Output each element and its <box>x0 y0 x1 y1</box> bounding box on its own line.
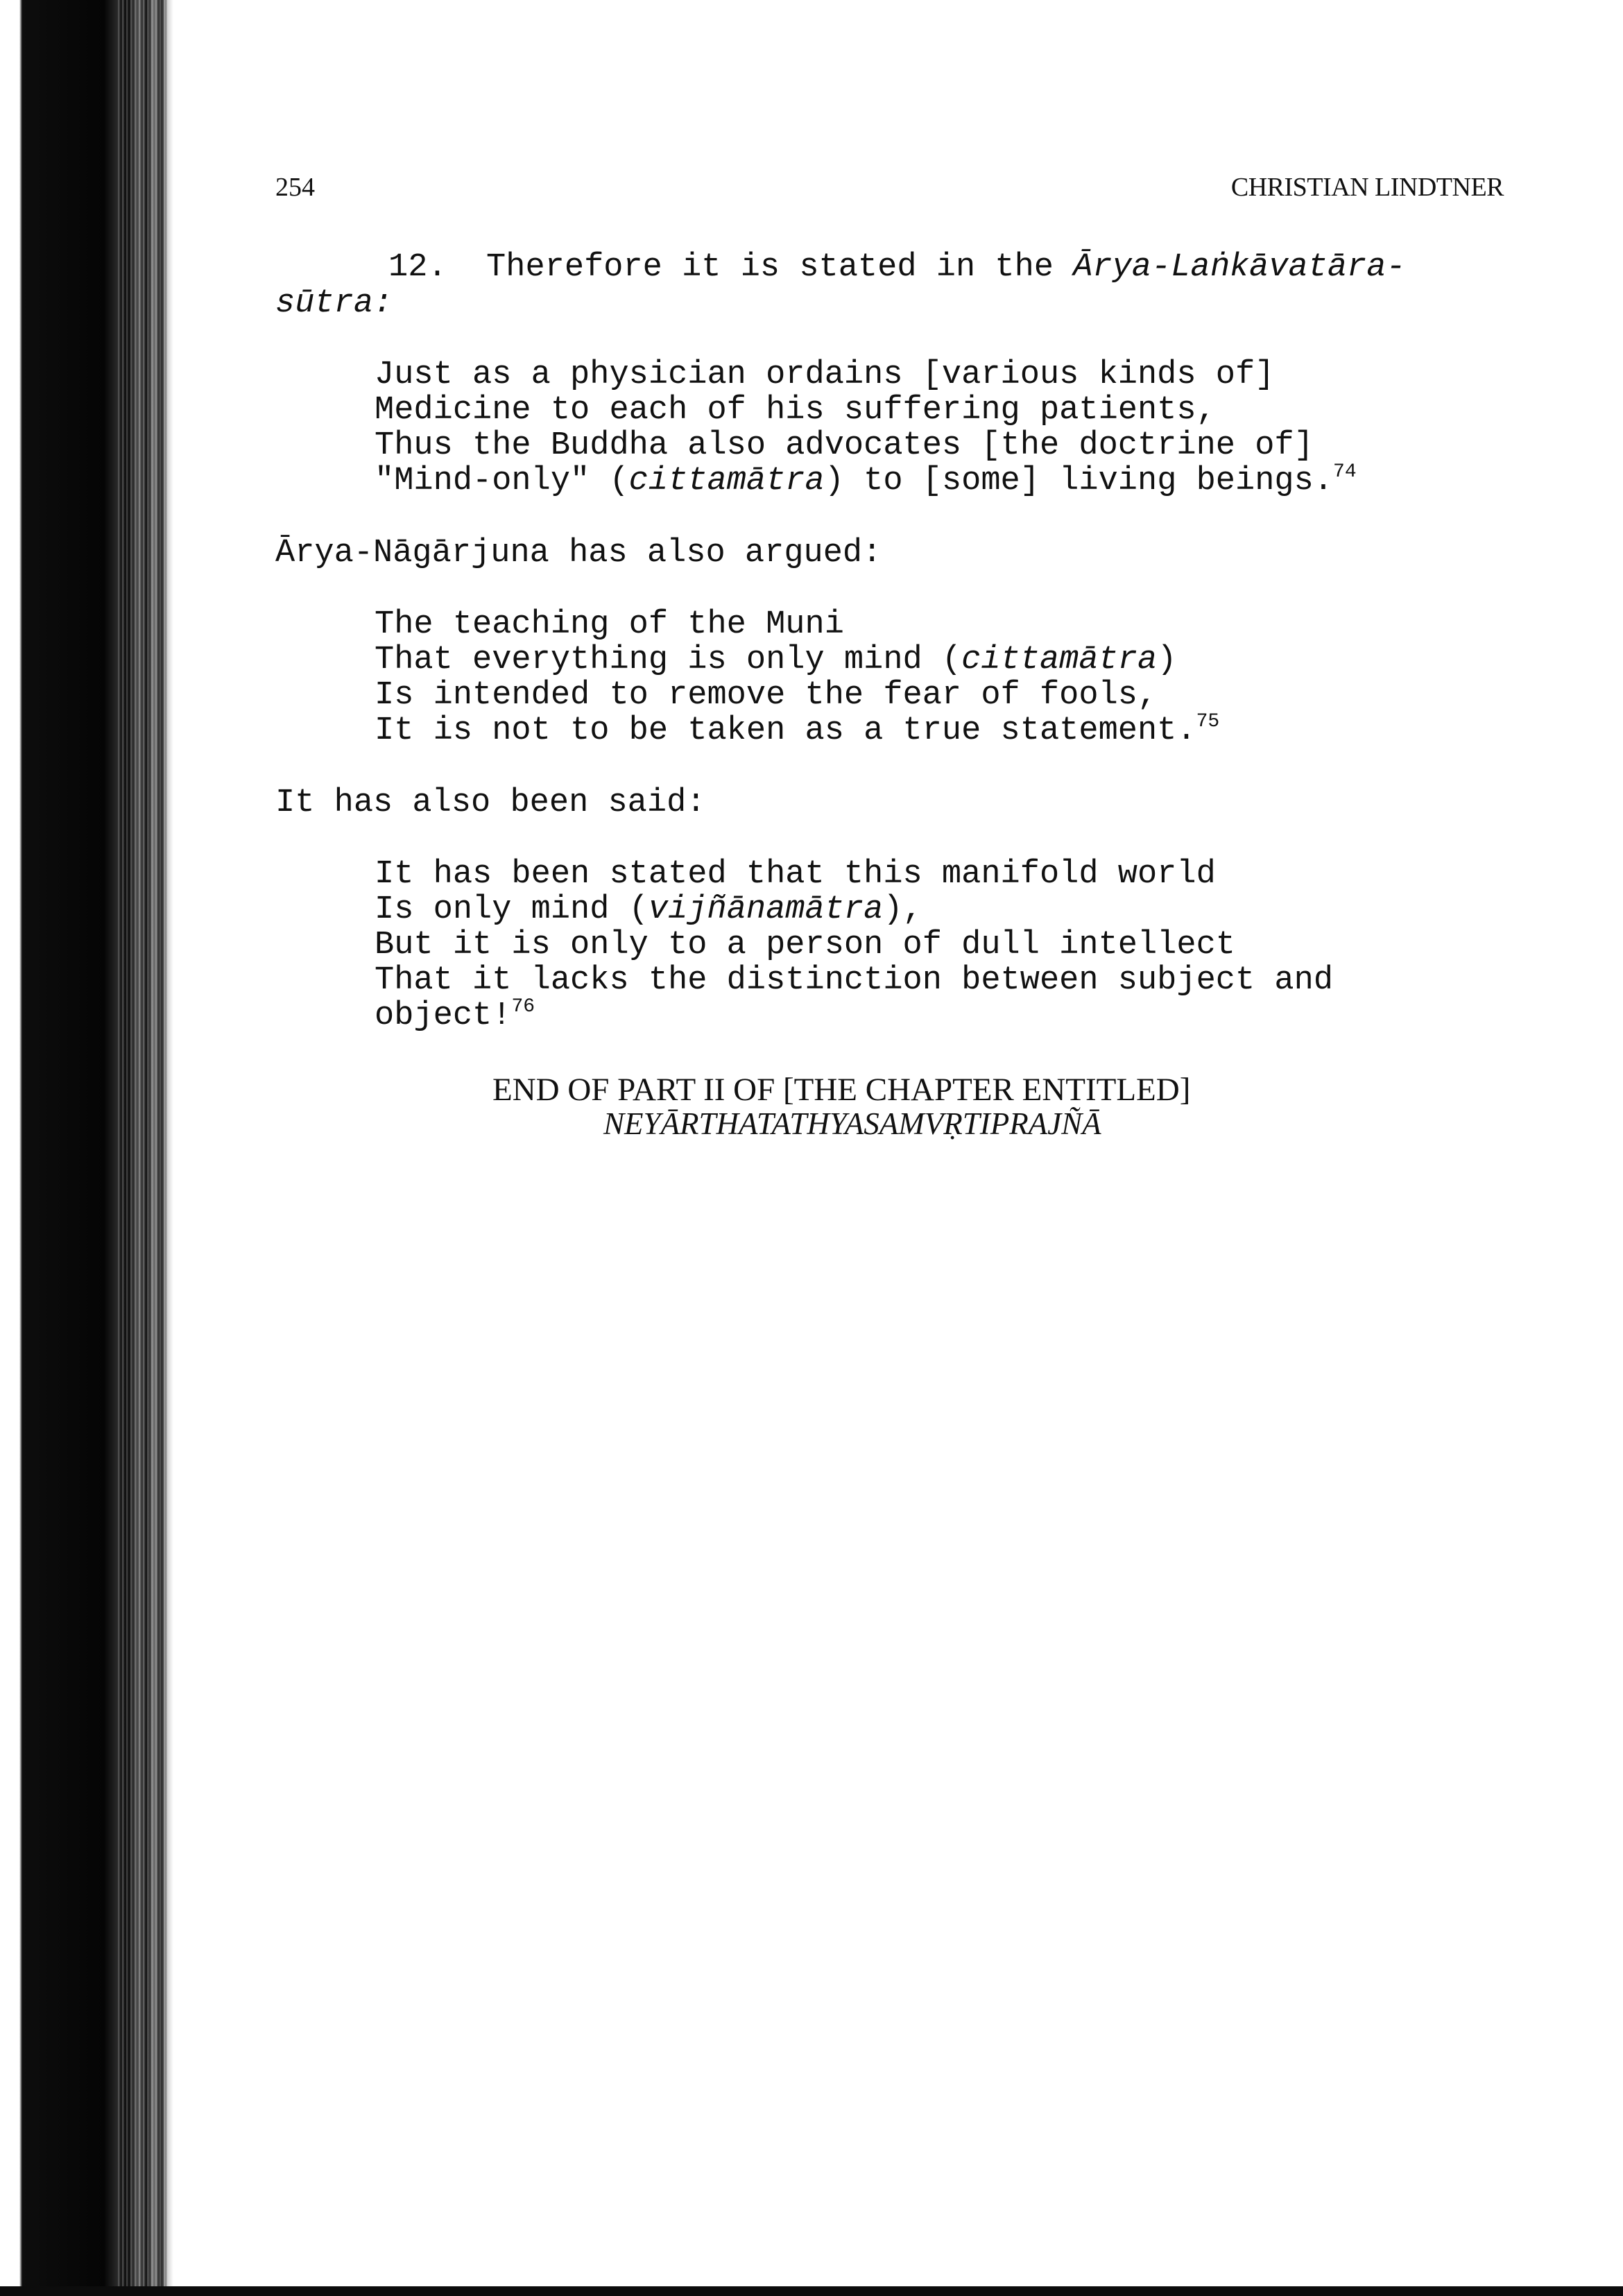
quote-line: The teaching of the Muni <box>375 606 844 643</box>
also-said-intro: It has also been said: <box>275 785 706 821</box>
closing-title: END OF PART II OF [THE CHAPTER ENTITLED] <box>492 1072 1191 1108</box>
quote-text: Is only mind ( <box>375 891 649 928</box>
quote-line: That it lacks the distinction between subject and <box>375 962 1334 999</box>
running-head: CHRISTIAN LINDTNER <box>1230 173 1504 202</box>
quote-line: Just as a physician ordains [various kinds of] <box>375 357 1275 393</box>
page-header <box>275 172 1504 207</box>
quote-line: Medicine to each of his suffering patients, <box>375 392 1216 429</box>
sanskrit-term: cittamātra <box>961 642 1158 678</box>
quote-line: It has been stated that this manifold world <box>375 856 1216 893</box>
quote-text: ) <box>1157 642 1177 678</box>
quote-line <box>375 998 535 1034</box>
footnote-marker: 75 <box>1196 711 1220 733</box>
quote-text: ) to [some] living beings. <box>824 463 1334 499</box>
quote-line <box>375 642 1176 678</box>
quote-line: Thus the Buddha also advocates [the doctrine of] <box>375 427 1314 464</box>
source-title: Ārya-Laṅkāvatāra- <box>1073 249 1406 286</box>
page-bottom-edge <box>0 2286 1623 2296</box>
quote-text: "Mind-only" ( <box>375 463 629 499</box>
quote-line: Is intended to remove the fear of fools, <box>375 677 1158 714</box>
quote-line <box>375 892 922 928</box>
paragraph-12-line-1 <box>388 250 1406 286</box>
quote-text: object! <box>375 997 512 1034</box>
quote-line <box>375 463 1357 499</box>
sanskrit-term: vijñānamātra <box>648 891 884 928</box>
quote-text: ), <box>883 891 922 928</box>
source-title-continued: sūtra: <box>275 285 393 322</box>
nagarjuna-intro: Ārya-Nāgārjuna has also argued: <box>275 535 882 572</box>
sanskrit-term: cittamātra <box>628 463 825 499</box>
paragraph-number: 12. <box>388 249 447 286</box>
footnote-marker: 76 <box>511 996 535 1018</box>
book-binding-shadow <box>0 0 173 2296</box>
quote-text: It is not to be taken as a true statement. <box>375 712 1196 749</box>
page-number: 254 <box>275 173 315 202</box>
paragraph-intro: Therefore it is stated in the <box>486 249 1074 286</box>
footnote-marker: 74 <box>1333 461 1357 483</box>
chapter-name: NEYĀRTHATATHYASAMVṚTIPRAJÑĀ <box>603 1106 1101 1141</box>
quote-line: But it is only to a person of dull intellect <box>375 927 1236 963</box>
quote-text: That everything is only mind ( <box>375 642 962 678</box>
quote-line <box>375 713 1219 749</box>
